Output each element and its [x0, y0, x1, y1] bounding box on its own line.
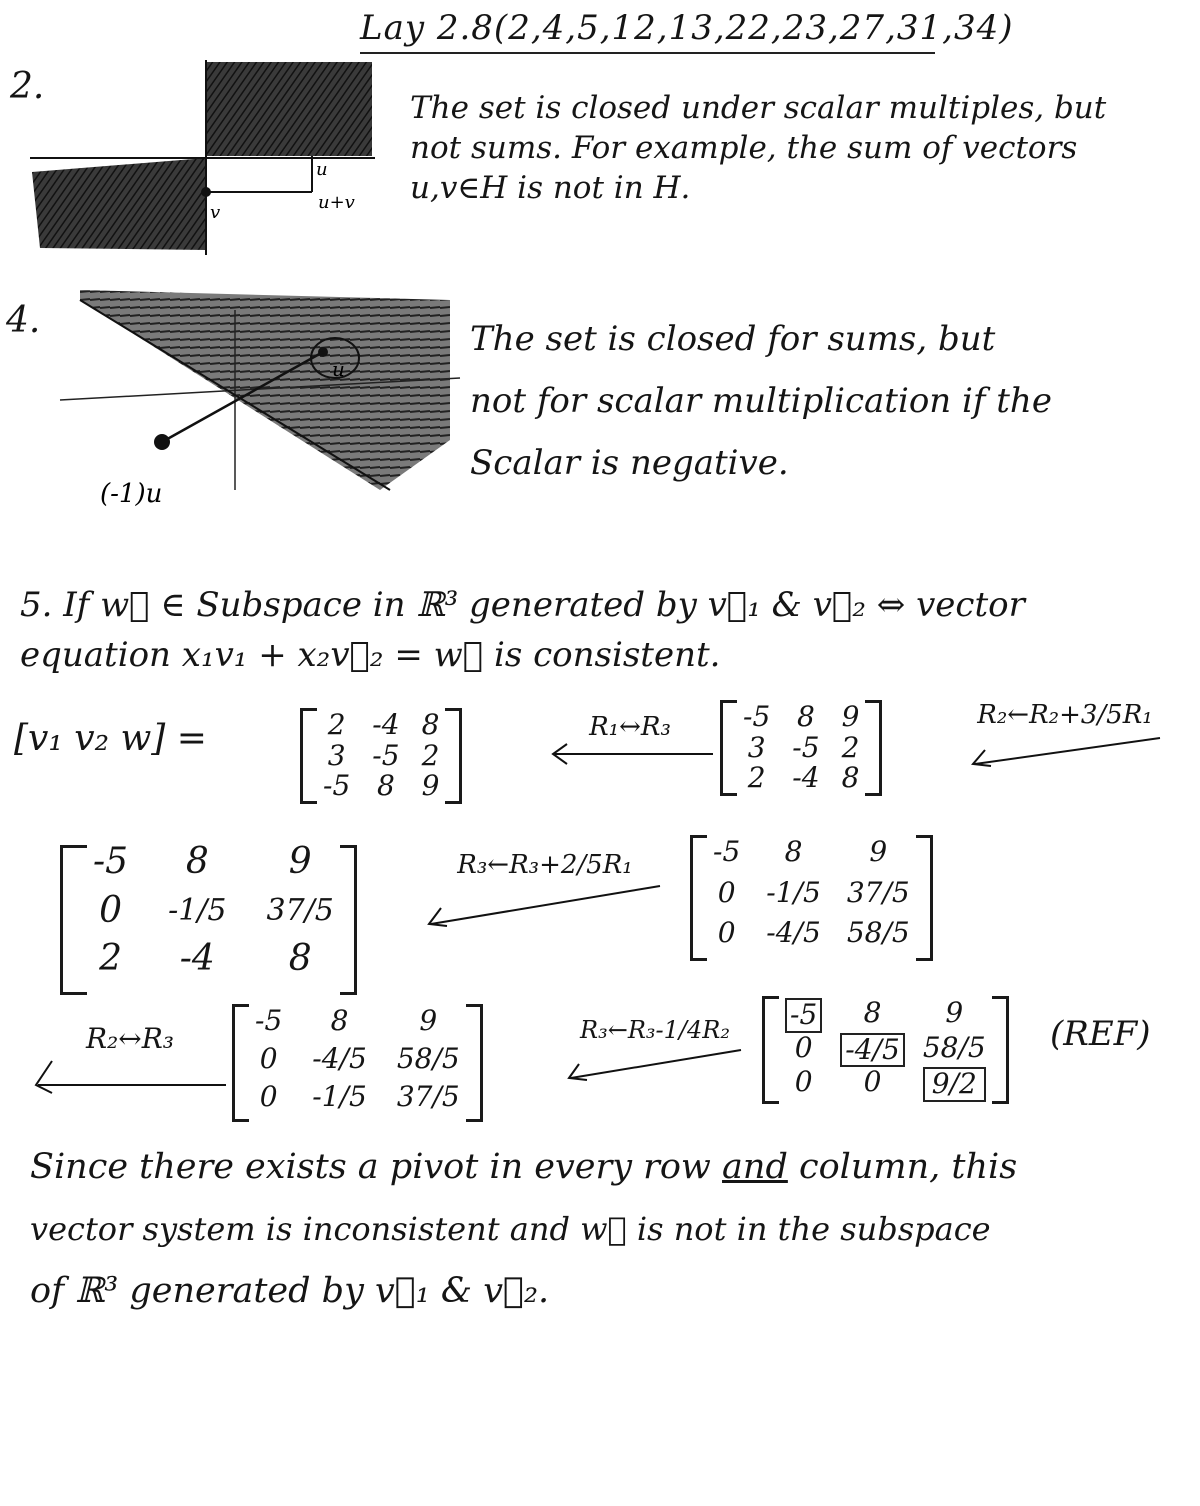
problem-4-number: 4.	[6, 300, 41, 341]
label-u-plus-v: u+v	[318, 192, 355, 213]
matrix-5	[232, 1004, 483, 1122]
m1-cell: 2	[421, 738, 440, 772]
problem-4-sketch	[40, 280, 470, 510]
m5-cell: 58/5	[396, 1042, 460, 1075]
m4-cell: 58/5	[846, 916, 910, 950]
m1-cell: -4	[372, 708, 400, 741]
m5-cell: -1/5	[312, 1080, 367, 1113]
conclusion-line-1-start: Since there exists a pivot in every row	[30, 1147, 711, 1187]
problem-5-intro-line-2: equation x₁v₁ + x₂v⃗₂ = w⃗ is consistent.	[20, 635, 721, 675]
row-op-2-label: R₂←R₂+3/5R₁	[977, 700, 1153, 730]
m6-cell: 0	[863, 1065, 882, 1099]
problem-4-line-3: Scalar is negative.	[470, 443, 789, 483]
m3-cell: 0	[99, 889, 122, 931]
conclusion-line-1-end: column, this	[799, 1147, 1018, 1187]
m2-cell: 8	[841, 761, 860, 795]
m6-cell: 9	[945, 996, 964, 1029]
m5-cell: -4/5	[312, 1042, 367, 1075]
problem-2-number: 2.	[10, 66, 45, 107]
m5-cell: 37/5	[396, 1080, 460, 1113]
problem-2-line-3: u,v∈H is not in H.	[410, 170, 691, 206]
m3-cell: 37/5	[266, 892, 334, 928]
left-arrow-icon	[965, 730, 1165, 770]
m2-cell: 3	[747, 730, 766, 764]
m2-cell: 2	[841, 730, 860, 764]
shaded-quadrant-3	[32, 158, 206, 250]
m6-cell: 0	[794, 1065, 813, 1099]
row-op-1-label: R₁↔R₃	[589, 712, 671, 742]
m6-cell: 58/5	[922, 1030, 986, 1064]
label-v: v	[210, 202, 221, 223]
row-op-2	[955, 700, 1175, 770]
m3-cell: 8	[288, 938, 312, 980]
left-arrow-icon	[545, 742, 715, 766]
m2-cell: 9	[841, 700, 860, 733]
m3-cell: -1/5	[168, 892, 227, 928]
m3-cell: 8	[185, 841, 209, 882]
row-op-3	[420, 850, 670, 930]
m5-cell: 0	[259, 1080, 278, 1113]
matrix-1	[300, 708, 462, 804]
shaded-quadrant-1	[206, 62, 372, 156]
problem-2-line-2: not sums. For example, the sum of vectors	[410, 130, 1078, 166]
row-op-3-label: R₃←R₃+2/5R₁	[457, 850, 633, 880]
m1-cell: 8	[421, 708, 440, 741]
m5-cell: 9	[419, 1004, 438, 1037]
m1-cell: 8	[377, 769, 395, 803]
m2-cell: -5	[743, 700, 771, 733]
m6-pivot-cell: -5	[785, 998, 822, 1033]
m4-cell: -4/5	[766, 916, 821, 950]
m2-cell: -4	[792, 761, 820, 795]
shaded-region	[80, 290, 450, 490]
m3-cell: 9	[288, 841, 312, 882]
m6-pivot-cell: 9/2	[923, 1067, 986, 1102]
row-op-5-label: R₃←R₃-1/4R₂	[580, 1016, 730, 1044]
problem-2-line-1: The set is closed under scalar multiples, but	[410, 90, 1107, 126]
matrix-3	[60, 841, 357, 995]
problem-2-sketch	[30, 60, 380, 260]
m4-cell: 0	[717, 875, 736, 909]
problem-5-intro	[20, 580, 1190, 680]
row-op-4-label: R₂↔R₃	[85, 1022, 175, 1055]
m5-cell: -5	[255, 1004, 283, 1037]
problem-4-line-2: not for scalar multiplication if the	[470, 381, 1052, 421]
problem-4-line-1: The set is closed for sums, but	[470, 319, 996, 359]
problem-5-intro-line-1: 5. If w⃗ ∈ Subspace in ℝ³ generated by v⃗₁ & v⃗₂ ⇔ vector	[20, 585, 1025, 625]
problem-2-text	[410, 88, 1190, 208]
row-op-1	[540, 712, 720, 766]
m6-cell: 8	[863, 996, 882, 1029]
conclusion-line-3: of ℝ³ generated by v⃗₁ & v⃗₂.	[30, 1271, 550, 1311]
m5-cell: 8	[330, 1004, 349, 1037]
m2-cell: 2	[747, 761, 766, 795]
m6-pivot-cell: -4/5	[840, 1033, 905, 1068]
page-title: Lay 2.8(2,4,5,12,13,22,23,27,31,34)	[360, 8, 1014, 48]
label-u: u	[332, 357, 345, 381]
m2-cell: -5	[792, 730, 820, 764]
problem-4-text	[470, 308, 1190, 494]
m5-cell: 0	[259, 1042, 278, 1075]
m4-cell: 9	[869, 835, 888, 868]
m4-cell: -5	[713, 835, 741, 868]
m4-cell: -1/5	[766, 875, 821, 909]
matrix-2	[720, 700, 882, 796]
label-neg-u: (-1)u	[100, 479, 163, 509]
matrix-6	[762, 996, 1009, 1104]
m4-cell: 0	[717, 916, 736, 950]
m1-cell: -5	[372, 738, 400, 772]
augmented-matrix-label: [v₁ v₂ w] =	[14, 718, 207, 759]
m1-cell: 3	[327, 738, 346, 772]
m4-cell: 37/5	[846, 875, 910, 909]
left-arrow-icon	[425, 880, 665, 930]
m1-cell: -5	[323, 769, 351, 803]
left-arrow-icon	[30, 1055, 230, 1095]
row-op-5	[560, 1016, 750, 1084]
conclusion-and-underlined: and	[722, 1147, 788, 1187]
conclusion	[30, 1136, 1190, 1322]
matrix-4	[690, 835, 933, 961]
m2-cell: 8	[797, 700, 815, 733]
m3-cell: 2	[99, 938, 122, 980]
conclusion-line-2: vector system is inconsistent and w⃗ is not in the subspace	[30, 1210, 991, 1248]
m1-cell: 9	[421, 769, 440, 803]
left-arrow-icon	[565, 1044, 745, 1084]
m1-cell: 2	[327, 708, 346, 741]
conclusion-line-1	[30, 1136, 1190, 1198]
title-underline	[360, 52, 935, 54]
m3-cell: -5	[93, 841, 129, 882]
m3-cell: -4	[179, 938, 215, 980]
m4-cell: 8	[784, 835, 803, 868]
label-u: u	[316, 159, 328, 180]
row-op-4	[30, 1022, 230, 1095]
m6-cell: 0	[794, 1030, 813, 1064]
ref-label: (REF)	[1050, 1014, 1151, 1054]
